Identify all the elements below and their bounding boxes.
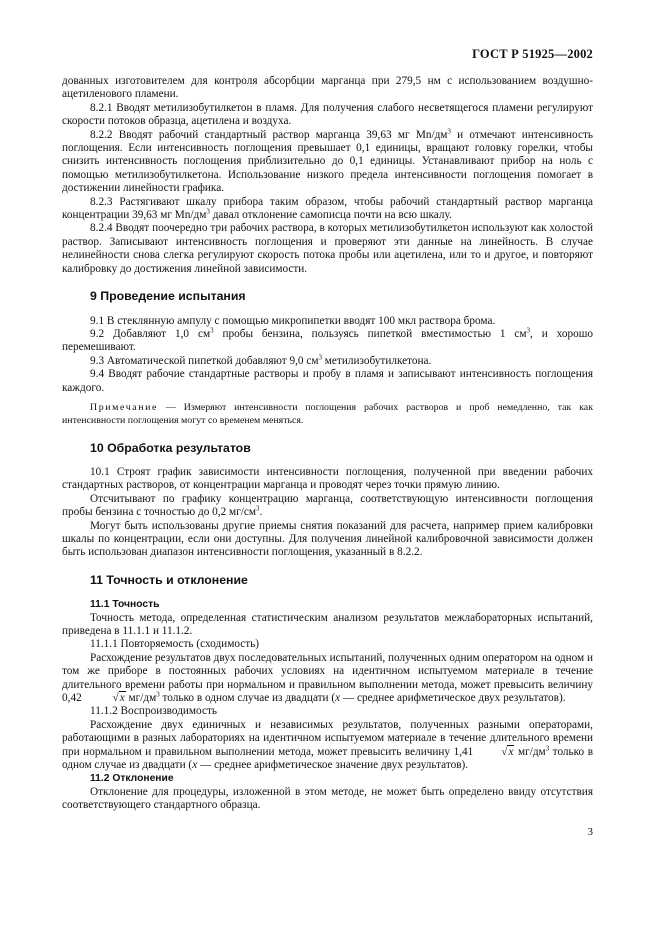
paragraph-11-1: Точность метода, определенная статистическим анализом результатов межлабораторных испытаний, приведена в 11.1.1 и 11.1.2. bbox=[62, 611, 593, 637]
paragraph-11-1-2: Расхождение двух единичных и независимых результатов, полученных разными операторами, работающими в разных лабораториях на идентичном испытуемом материале в течение длительного времени при нормальном и правильном выполнении метода, может превысить величину 1,41 √x $мг/дм^3$ только в одном случае из двадцати (x — среднее арифметическое значение двух результатов). bbox=[62, 718, 594, 772]
document-code: ГОСТ Р 51925—2002 bbox=[472, 47, 593, 61]
paragraph-9-1: 9.1 В стеклянную ампулу с помощью микропипетки вводят 100 мкл раствора брома. bbox=[90, 314, 496, 327]
paragraph-10-1: 10.1 Строят график зависимости интенсивности поглощения, полученной при введении рабочих стандартных растворов, от концентрации марганца и проводят через точки прямую линию. bbox=[62, 465, 593, 492]
paragraph-9-2: 9.2 Добавляют 1,0 $см^3$ пробы бензина, пользуясь пипеткой вместимостью 1 $см^3$, и хорошо перемешивают. bbox=[62, 326, 593, 354]
subsection-11-1-heading: 11.1 Точность bbox=[90, 599, 160, 611]
page-number: 3 bbox=[587, 826, 593, 838]
page-content bbox=[62, 75, 593, 813]
paragraph-10-1-b: Отсчитывают по графику концентрацию марганца, соответствующую интенсивности поглощения пробы бензина с точностью до 0,2 $мг/см^3$. bbox=[62, 492, 593, 519]
section-9-heading: 9 Проведение испытания bbox=[90, 289, 246, 304]
paragraph-10-1-c: Могут быть использованы другие приемы снятия показаний для расчета, например прием калибровки шкалы по концентрации, если они доступны. Для получения линейной калибровочной зависимости должен быть использован диапазон интенсивности поглощения, указанный в 8.2.2. bbox=[62, 519, 593, 559]
note-9: Примечание — Измеряют интенсивности поглощения рабочих растворов и проб немедленно, так как интенсивности поглощения могут со временем меняться. bbox=[62, 401, 593, 426]
subsection-11-1-2-heading: 11.1.2 Воспроизводимость bbox=[90, 705, 218, 718]
paragraph-8-2-3: 8.2.3 Растягивают шкалу прибора таким образом, чтобы рабочий стандартный раствор марганца концентрации 39,63 мг $Mn/дм^3$ давал отклонение самописца почти на всю шкалу. bbox=[62, 195, 593, 222]
paragraph-9-4: 9.4 Вводят рабочие стандартные растворы и пробу в пламя и записывают интенсивность поглощения каждого. bbox=[62, 368, 593, 394]
subsection-11-1-1-heading: 11.1.1 Повторяемость (сходимость) bbox=[90, 638, 260, 651]
note-label: Примечание bbox=[90, 401, 159, 413]
paragraph-11-1-1: Расхождение результатов двух последовательных испытаний, полученных одним оператором на одном и том же приборе в постоянных рабочих условиях на идентичном испытуемом материале в течение длительного времени работы при нормальном и правильном выполнении метода, может превысить величину 0,42 √x $мг/дм^3$ только в одном случае из двадцати (x — среднее арифметическое двух результатов). bbox=[62, 651, 593, 705]
sqrt-symbol: √x bbox=[112, 692, 125, 705]
paragraph-9-3: 9.3 Автоматической пипеткой добавляют 9,0 $см^3$ метилизобутилкетона. bbox=[90, 352, 432, 367]
section-11-heading: 11 Точность и отклонение bbox=[90, 572, 248, 587]
section-10-heading: 10 Обработка результатов bbox=[90, 440, 251, 455]
subsection-11-2-heading: 11.2 Отклонение bbox=[90, 773, 174, 785]
paragraph-8-2-4: 8.2.4 Вводят поочередно три рабочих раствора, в которых метилизобутилкетон используют как холостой раствор. Записывают интенсивность поглощения и проверяют эти данные на линейность. В случае нелинейности снова слегка регулируют скорость потока пробы или ацетилена, или то и другое, и повторяют калибровку до достижения линейной зависимости. bbox=[62, 222, 593, 275]
paragraph-8-2-1: 8.2.1 Вводят метилизобутилкетон в пламя. Для получения слабого несветящегося пламени регулируют скорости потоков образца, ацетилена и воздуха. bbox=[62, 101, 593, 128]
paragraph-8-2-2: 8.2.2 Вводят рабочий стандартный раствор марганца 39,63 мг $Mn/дм^3$ и отмечают интенсивность поглощения. Если интенсивность поглощения превышает 0,1 единицы, вращают головку горелки, чтобы снизить интенсивность поглощения приблизительно до 0,1 единицы. Устанавливают прибор на ноль с помощью метилизобутилкетона. Использование низкого предела интенсивности поглощения помогает в достижении линейности графика. bbox=[62, 126, 593, 195]
paragraph-11-2: Отклонение для процедуры, изложенной в этом методе, не может быть определено ввиду отсутствия соответствующего стандартного образца. bbox=[62, 785, 593, 812]
paragraph-intro: дованных изготовителем для контроля абсорбции марганца при 279,5 нм с использованием воздушно-ацетиленового пламени. bbox=[62, 75, 593, 101]
sqrt-symbol: √x bbox=[501, 745, 514, 758]
